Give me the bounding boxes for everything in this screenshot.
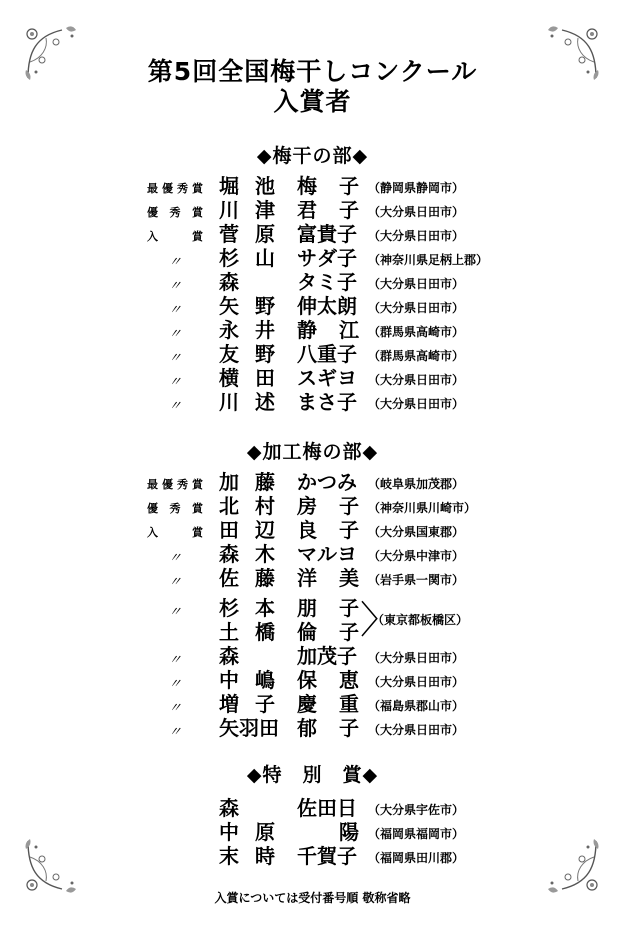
winner-surname: 土 橋 <box>219 620 275 644</box>
section-heading-umeboshi: ◆梅干の部◆ <box>256 145 369 167</box>
winner-row <box>0 366 625 390</box>
page-title-line2: 入賞者 <box>273 87 352 116</box>
winner-given-name: 慶 重 <box>297 692 359 716</box>
winner-prefecture: （福岡県福岡市） <box>368 827 465 841</box>
winner-row <box>0 820 625 844</box>
winner-given-name: 朋 子 <box>297 596 359 620</box>
winner-surname: 北 村 <box>219 494 275 518</box>
winner-prefecture: （大分県日田市） <box>368 397 465 411</box>
award-ditto-mark: 〃 <box>166 255 183 270</box>
award-ditto-mark: 〃 <box>166 605 183 620</box>
award-label: 最 優 秀 賞 <box>147 478 203 491</box>
winner-prefecture: （群馬県高崎市） <box>368 325 465 339</box>
winner-prefecture: （大分県宇佐市） <box>368 803 465 817</box>
winner-surname: 堀 池 <box>219 174 275 198</box>
award-ditto-mark: 〃 <box>166 375 183 390</box>
award-label: 入 賞 <box>147 230 203 243</box>
winner-surname: 末 時 <box>219 844 275 868</box>
winner-row <box>0 542 625 566</box>
winner-prefecture: （神奈川県足柄上郡） <box>368 253 489 267</box>
winner-row <box>0 796 625 820</box>
winner-given-name: 加 茂 子 <box>297 644 357 668</box>
award-ditto-mark: 〃 <box>166 303 183 318</box>
section-heading-special: ◆特 別 賞◆ <box>246 764 379 786</box>
winner-surname: 友 野 <box>219 342 275 366</box>
winner-row <box>0 318 625 342</box>
winner-given-name: 洋 美 <box>297 566 359 590</box>
winner-given-name: 倫 子 <box>297 620 359 644</box>
winner-surname: 川 津 <box>219 198 275 222</box>
award-label: 優 秀 賞 <box>147 206 203 219</box>
winner-given-name: 陽 <box>339 820 359 844</box>
winner-prefecture: （神奈川県川崎市） <box>368 501 477 515</box>
page-title-line1: 第5回全国梅干しコンクール <box>147 57 478 86</box>
winner-row <box>0 644 625 668</box>
award-ditto-mark: 〃 <box>166 677 183 692</box>
winner-prefecture: （大分県日田市） <box>368 723 465 737</box>
section-heading-processed: ◆加工梅の部◆ <box>246 441 379 463</box>
winner-row <box>0 342 625 366</box>
winner-given-name: 伸 太 朗 <box>297 294 357 318</box>
winner-given-name: ま さ 子 <box>297 390 357 414</box>
winner-prefecture: （福島県郡山市） <box>368 699 465 713</box>
winner-surname: 菅 原 <box>219 222 275 246</box>
winner-given-name: 梅 子 <box>297 174 359 198</box>
winner-surname: 田 辺 <box>219 518 275 542</box>
winner-surname: 森 木 <box>219 542 275 566</box>
award-ditto-mark: 〃 <box>166 725 183 740</box>
winner-row <box>0 390 625 414</box>
winner-prefecture: （大分県日田市） <box>368 205 465 219</box>
winner-given-name: 保 恵 <box>297 668 359 692</box>
winner-given-name: 郁 子 <box>297 716 359 740</box>
winner-surname: 中 嶋 <box>219 668 275 692</box>
winner-row <box>0 692 625 716</box>
award-ditto-mark: 〃 <box>166 551 183 566</box>
winner-prefecture: （大分県日田市） <box>368 301 465 315</box>
winner-surname: 森 <box>219 270 239 294</box>
winner-row <box>0 246 625 270</box>
award-label: 優 秀 賞 <box>147 502 203 515</box>
winner-row <box>0 222 625 246</box>
winner-given-name: 君 子 <box>297 198 359 222</box>
joint-entry-brace: 〉 <box>360 598 399 642</box>
winner-prefecture: （大分県日田市） <box>368 675 465 689</box>
winner-given-name: 良 子 <box>297 518 359 542</box>
award-ditto-mark: 〃 <box>166 351 183 366</box>
winner-row <box>0 668 625 692</box>
winner-row <box>0 596 625 620</box>
winner-row <box>0 494 625 518</box>
winner-surname: 森 <box>219 644 239 668</box>
winner-row <box>0 270 625 294</box>
winner-row <box>0 294 625 318</box>
winner-row <box>0 566 625 590</box>
winner-given-name: 八 重 子 <box>297 342 357 366</box>
winner-given-name: か つ み <box>297 470 357 494</box>
award-label: 入 賞 <box>147 526 203 539</box>
winner-surname: 矢 野 <box>219 294 275 318</box>
winner-row <box>0 844 625 868</box>
winner-row <box>0 198 625 222</box>
winner-surname: 永 井 <box>219 318 275 342</box>
award-ditto-mark: 〃 <box>166 701 183 716</box>
winner-prefecture: （大分県日田市） <box>368 373 465 387</box>
award-label: 最 優 秀 賞 <box>147 182 203 195</box>
winner-prefecture: （大分県日田市） <box>368 229 465 243</box>
winner-surname: 佐 藤 <box>219 566 275 590</box>
winner-given-name: 静 江 <box>297 318 359 342</box>
winner-given-name: 房 子 <box>297 494 359 518</box>
winner-row <box>0 518 625 542</box>
winner-prefecture: （岩手県一関市） <box>368 573 465 587</box>
winner-surname: 中 原 <box>219 820 275 844</box>
winner-given-name: ス ギ ヨ <box>297 366 357 390</box>
award-ditto-mark: 〃 <box>166 653 183 668</box>
winner-surname: 横 田 <box>219 366 275 390</box>
winner-prefecture: （福岡県田川郡） <box>368 851 465 865</box>
award-ditto-mark: 〃 <box>166 327 183 342</box>
winner-prefecture: （岐阜県加茂郡） <box>368 477 465 491</box>
footer-note: 入賞については受付番号順 敬称省略 <box>214 891 411 905</box>
winner-row <box>0 470 625 494</box>
winner-surname: 杉 本 <box>219 596 275 620</box>
joint-entry-pref: （東京都板橋区） <box>372 613 469 627</box>
winner-row <box>0 716 625 740</box>
winner-surname: 矢 羽 田 <box>219 716 279 740</box>
winner-given-name: 佐 田 日 <box>297 796 357 820</box>
winner-row <box>0 620 625 644</box>
award-ditto-mark: 〃 <box>166 399 183 414</box>
winner-prefecture: （大分県中津市） <box>368 549 465 563</box>
winner-surname: 加 藤 <box>219 470 275 494</box>
award-ditto-mark: 〃 <box>166 575 183 590</box>
winner-given-name: サ ダ 子 <box>297 246 357 270</box>
winner-prefecture: （静岡県静岡市） <box>368 181 465 195</box>
winner-given-name: タ ミ 子 <box>297 270 357 294</box>
winner-given-name: 富 貴 子 <box>297 222 357 246</box>
winner-surname: 増 子 <box>219 692 275 716</box>
winner-surname: 杉 山 <box>219 246 275 270</box>
winner-surname: 森 <box>219 796 239 820</box>
winner-prefecture: （群馬県高崎市） <box>368 349 465 363</box>
winner-prefecture: （大分県国東郡） <box>368 525 465 539</box>
winner-given-name: マ ル ヨ <box>297 542 357 566</box>
winner-prefecture: （大分県日田市） <box>368 651 465 665</box>
winner-given-name: 千 賀 子 <box>297 844 357 868</box>
winner-row <box>0 174 625 198</box>
winner-prefecture: （大分県日田市） <box>368 277 465 291</box>
award-ditto-mark: 〃 <box>166 279 183 294</box>
winner-surname: 川 述 <box>219 390 275 414</box>
